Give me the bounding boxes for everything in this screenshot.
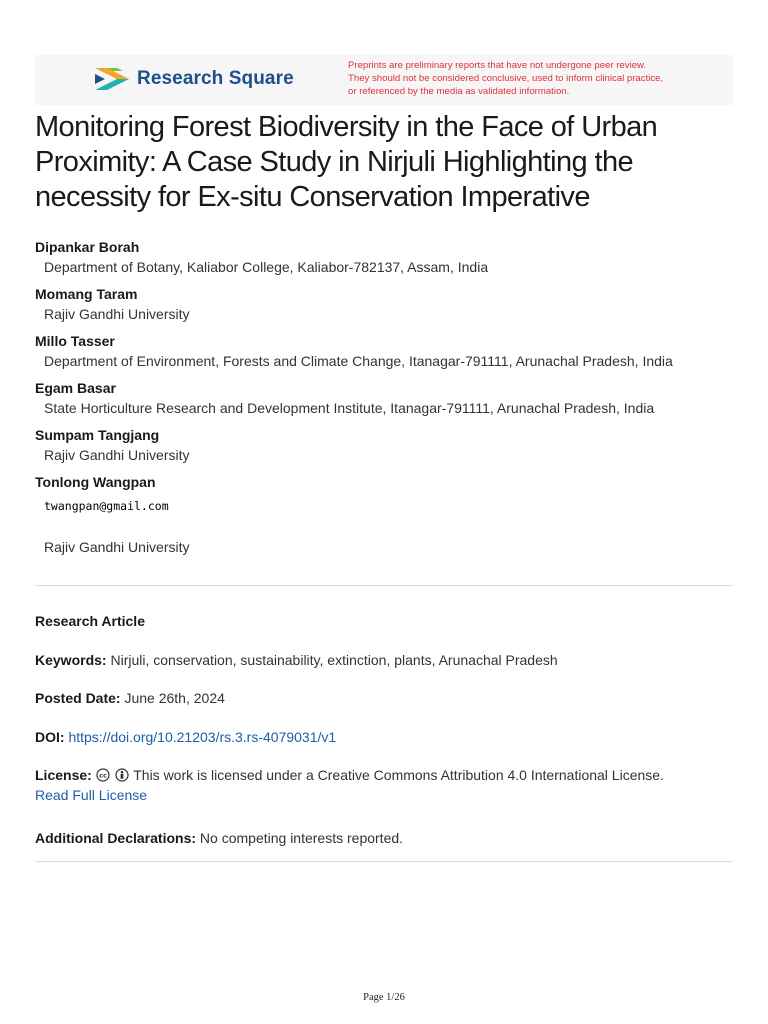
author-name: Momang Taram	[35, 286, 138, 302]
research-square-logo-icon	[93, 64, 131, 94]
author-entry	[35, 472, 735, 564]
author-entry	[35, 378, 735, 425]
doi-label: DOI:	[35, 729, 65, 745]
divider	[35, 861, 733, 862]
article-type	[35, 611, 735, 631]
author-affiliation: Rajiv Gandhi University	[44, 447, 190, 463]
paper-title	[35, 110, 735, 215]
author-affiliation: Rajiv Gandhi University	[44, 539, 190, 555]
author-affiliation: Department of Environment, Forests and Climate Change, Itanagar-791111, Arunachal Pradesh, India	[44, 353, 673, 369]
doi-line	[35, 727, 735, 747]
declarations-label: Additional Declarations:	[35, 830, 197, 846]
author-name: Millo Tasser	[35, 333, 115, 349]
read-full-license-link[interactable]: Read Full License	[35, 787, 148, 803]
cc-icon	[96, 768, 110, 782]
article-type-label: Research Article	[35, 613, 145, 629]
disclaimer-line: or referenced by the media as validated information.	[348, 86, 570, 97]
keywords-label: Keywords:	[35, 652, 107, 668]
preprint-disclaimer	[348, 59, 728, 98]
author-name: Dipankar Borah	[35, 239, 140, 255]
declarations-value: No competing interests reported.	[199, 830, 404, 846]
author-email[interactable]: twangpan@gmail.com	[44, 499, 169, 513]
author-list	[35, 237, 735, 564]
research-square-logo[interactable]	[93, 64, 294, 94]
author-affiliation: Department of Botany, Kaliabor College, Kaliabor-782137, Assam, India	[44, 259, 489, 275]
doi-link[interactable]: https://doi.org/10.21203/rs.3.rs-4079031/v1	[68, 729, 337, 745]
author-affiliation: Rajiv Gandhi University	[44, 306, 190, 322]
keywords-line	[35, 650, 735, 670]
disclaimer-line: Preprints are preliminary reports that have not undergone peer review.	[348, 60, 647, 71]
author-entry	[35, 284, 735, 331]
disclaimer-line: They should not be considered conclusive, used to inform clinical practice,	[348, 73, 664, 84]
divider	[35, 585, 733, 586]
author-entry	[35, 331, 735, 378]
title-line: Monitoring Forest Biodiversity in the Face of Urban	[35, 111, 658, 143]
logo-text: Research Square	[137, 68, 294, 89]
author-name: Egam Basar	[35, 380, 116, 396]
title-line: Proximity: A Case Study in Nirjuli Highlighting the	[35, 146, 634, 178]
declarations-line	[35, 828, 735, 848]
title-line: necessity for Ex-situ Conservation Imperative	[35, 181, 590, 213]
license-label: License:	[35, 767, 92, 783]
license-line	[35, 765, 735, 805]
posted-date-label: Posted Date:	[35, 690, 121, 706]
posted-date-line	[35, 688, 735, 708]
posted-date-value: June 26th, 2024	[124, 690, 225, 706]
license-text: This work is licensed under a Creative Commons Attribution 4.0 International License.	[133, 767, 664, 783]
author-name: Tonlong Wangpan	[35, 474, 156, 490]
author-name: Sumpam Tangjang	[35, 427, 160, 443]
attribution-icon	[115, 768, 129, 782]
author-entry	[35, 425, 735, 472]
author-affiliation: State Horticulture Research and Development Institute, Itanagar-791111, Arunachal Pradesh, India	[44, 400, 655, 416]
page-number: Page 1/26	[363, 992, 405, 1003]
keywords-value: Nirjuli, conservation, sustainability, extinction, plants, Arunachal Pradesh	[110, 652, 558, 668]
preprint-banner	[35, 55, 733, 105]
svg-text:cc: cc	[98, 771, 107, 780]
author-entry	[35, 237, 735, 284]
